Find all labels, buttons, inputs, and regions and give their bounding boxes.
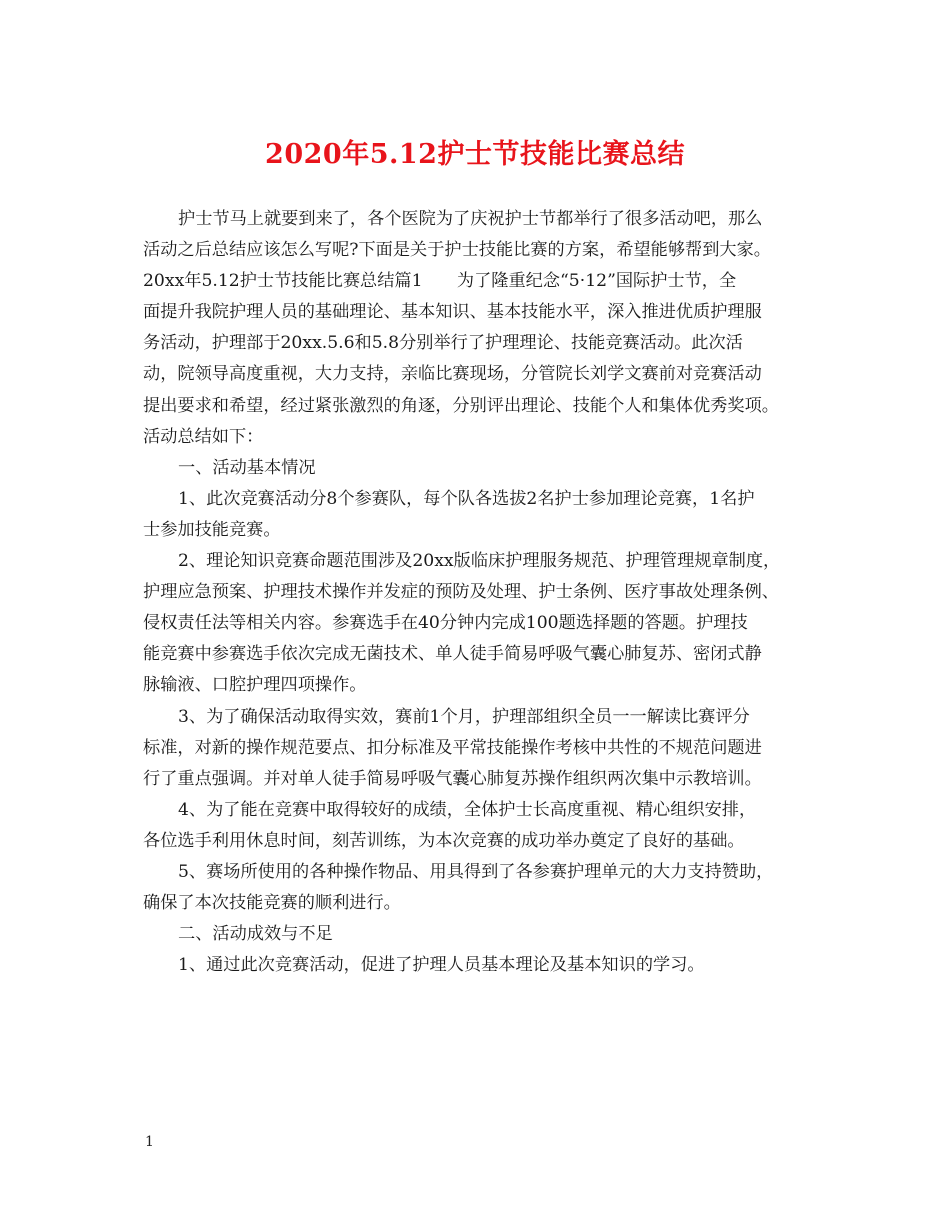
paragraph-line: 侵权责任法等相关内容。参赛选手在40分钟内完成100题选择题的答题。护理技 — [143, 613, 748, 634]
paragraph-line: 脉输液、口腔护理四项操作。 — [143, 675, 367, 696]
paragraph-line: 3、为了确保活动取得实效，赛前1个月，护理部组织全员一一解读比赛评分 — [178, 706, 750, 727]
paragraph-line: 5、赛场所使用的各种操作物品、用具得到了各参赛护理单元的大力支持赞助， — [178, 861, 774, 882]
paragraph-line: 护理应急预案、护理技术操作并发症的预防及处理、护士条例、医疗事故处理条例、 — [143, 582, 779, 603]
section-heading: 一、活动基本情况 — [178, 457, 316, 478]
paragraph-line: 1、此次竞赛活动分8个参赛队，每个队各选拔2名护士参加理论竞赛，1名护 — [178, 488, 755, 509]
section-heading: 二、活动成效与不足 — [178, 924, 333, 945]
paragraph-line: 能竞赛中参赛选手依次完成无菌技术、单人徒手简易呼吸气囊心肺复苏、密闭式静 — [143, 644, 762, 665]
paragraph-line: 20xx年5.12护士节技能比赛总结篇1 为了隆重纪念“5·12”国际护士节，全 — [143, 271, 737, 292]
page-number: 1 — [145, 1134, 154, 1150]
document-title: 2020年5.12护士节技能比赛总结 — [265, 139, 685, 170]
paragraph-line: 行了重点强调。并对单人徒手简易呼吸气囊心肺复苏操作组织两次集中示教培训。 — [143, 768, 762, 789]
paragraph-line: 确保了本次技能竞赛的顺利进行。 — [143, 893, 401, 914]
paragraph-line: 面提升我院护理人员的基础理论、基本知识、基本技能水平，深入推进优质护理服 — [143, 302, 762, 323]
paragraph-line: 标准，对新的操作规范要点、扣分标准及平常技能操作考核中共性的不规范问题进 — [143, 737, 762, 758]
paragraph-line: 活动之后总结应该怎么写呢?下面是关于护士技能比赛的方案，希望能够帮到大家。 — [143, 240, 771, 261]
document-body — [143, 204, 823, 981]
paragraph-line: 1、通过此次竞赛活动，促进了护理人员基本理论及基本知识的学习。 — [178, 955, 705, 976]
paragraph-line: 护士节马上就要到来了，各个医院为了庆祝护士节都举行了很多活动吧，那么 — [178, 209, 763, 229]
paragraph-line: 士参加技能竞赛。 — [143, 519, 281, 540]
paragraph-line: 2、理论知识竞赛命题范围涉及20xx版临床护理服务规范、护理管理规章制度， — [178, 551, 781, 572]
paragraph-line: 活动总结如下： — [143, 426, 264, 447]
paragraph-line: 动，院领导高度重视，大力支持，亲临比赛现场，分管院长刘学文赛前对竞赛活动 — [143, 364, 762, 385]
paragraph-line: 务活动，护理部于20xx.5.6和5.8分别举行了护理理论、技能竞赛活动。此次活 — [143, 333, 743, 354]
paragraph-line: 4、为了能在竞赛中取得较好的成绩，全体护士长高度重视、精心组织安排， — [178, 799, 757, 820]
paragraph-line: 提出要求和希望，经过紧张激烈的角逐，分别评出理论、技能个人和集体优秀奖项。 — [143, 395, 779, 416]
paragraph-line: 各位选手利用休息时间，刻苦训练，为本次竞赛的成功举办奠定了良好的基础。 — [143, 830, 745, 851]
